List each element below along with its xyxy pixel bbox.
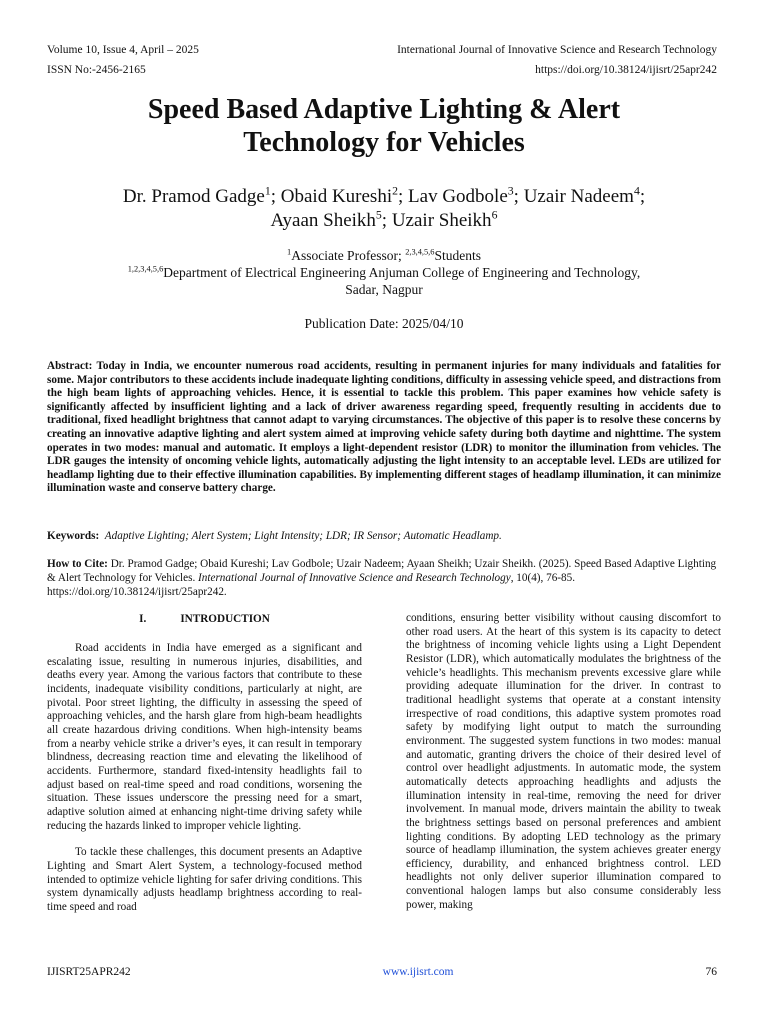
doi-link[interactable]: https://doi.org/10.38124/ijisrt/25apr242 xyxy=(535,64,717,76)
cite-journal: International Journal of Innovative Science and Research Technology xyxy=(198,572,511,584)
title-line-1: Speed Based Adaptive Lighting & Alert xyxy=(147,94,621,125)
volume-info: Volume 10, Issue 4, April – 2025 xyxy=(47,44,199,56)
author-5: Ayaan Sheikh xyxy=(270,210,376,231)
author-1: Dr. Pramod Gadge xyxy=(122,186,265,207)
page-footer xyxy=(47,966,717,978)
keywords-list: Adaptive Lighting; Alert System; Light Intensity; LDR; IR Sensor; Automatic Headlamp. xyxy=(104,530,502,542)
paper-title xyxy=(40,93,728,159)
dept-sup: 1,2,3,4,5,6 xyxy=(127,264,164,274)
left-column xyxy=(47,612,362,914)
author-6: Uzair Sheikh xyxy=(391,210,492,231)
author-6-sup: 6 xyxy=(491,208,498,222)
author-4: Uzair Nadeem xyxy=(523,186,634,207)
keywords-label: Keywords: xyxy=(47,530,100,542)
paragraph-2: To tackle these challenges, this document presents an Adaptive Lighting and Smart Alert System, a technology-focused method intended to optimize vehicle lighting for safer driving conditions. This system dynamically adjusts headlamp brightness according to real-time speed and road xyxy=(47,846,362,913)
abstract xyxy=(47,360,721,496)
role-students: Students xyxy=(434,248,481,263)
right-column xyxy=(406,612,721,912)
role-sup-1: 1 xyxy=(287,247,292,257)
keywords xyxy=(47,529,721,543)
section-heading xyxy=(47,612,362,626)
city-line: Sadar, Nagpur xyxy=(345,282,423,297)
paper-code: IJISRT25APR242 xyxy=(47,966,131,978)
section-number: I. xyxy=(139,613,147,625)
author-3: Lav Godbole xyxy=(408,186,508,207)
department-line xyxy=(40,264,728,281)
cite-tail: , 10(4), 76-85. https://doi.org/10.38124/ijisrt/25apr242. xyxy=(47,572,576,598)
journal-name: International Journal of Innovative Science and Research Technology xyxy=(397,44,717,56)
publication-date: Publication Date: 2025/04/10 xyxy=(304,316,464,331)
journal-website-link[interactable]: www.ijisrt.com xyxy=(382,966,454,978)
author-1-sup: 1 xyxy=(264,184,271,198)
cite-label: How to Cite: xyxy=(47,558,108,570)
authors-line-1: Dr. Pramod Gadge$^1$; Obaid Kureshi$^2$; Lav Godbole$^3$; Uzair Nadeem$^4$; xyxy=(122,184,646,207)
author-3-sup: 3 xyxy=(507,184,514,198)
abstract-text: Today in India, we encounter numerous road accidents, resulting in permanent injuries for many individuals and fatalities for some. Major contributors to these accidents include inadequate lighting conditions, difficulty in assessing vehicle speed, and distractions from the high beam lights of approaching vehicles. Hence, it is essential to tackle this problem. This paper examines how vehicle safety is significantly affected by insufficient lighting and a lack of driver awareness regarding speed, frequently resulting in accidents due to traditional, fixed headlight brightness that cannot adapt to varying circumstances. The objective of this paper is to resolve these concerns by creating an innovative adaptive lighting and alert system aimed at improving vehicle safety during both daytime and nighttime. The system operates in two modes: manual and automatic. It employs a light-dependent resistor (LDR) to monitor the illumination from vehicles. The LDR gauges the intensity of oncoming vehicle lights, automatically adjusting the light intensity to an acceptable level. LEDs are utilized for headlamp lighting due to their effective illumination capabilities. By implementing different stages of headlamp illumination, it can minimize illumination waste and conserve battery charge. xyxy=(47,360,721,495)
paragraph-1: Road accidents in India have emerged as a significant and escalating issue, resulting in numerous injuries, disabilities, and deaths every year. Among the various factors that contribute to these incidents, inadequate visibility conditions, particularly at night, are pivotal. Poor street lighting, the difficulty in assessing the speed of approaching vehicles, and the harsh glare from high-beam headlights all create hazardous driving conditions. When high-intensity beams from a nearby vehicle strike a driver’s eyes, it can result in temporary blindness, decreasing reaction time and elevating the likelihood of accidents. Furthermore, standard fixed-intensity headlights fail to adjust based on real-time speed and road conditions, worsening the situation. These issues underscore the pressing need for a smart, adaptive solution aimed at enhancing night-time driving safety while reducing the hazards linked to improper vehicle lighting. xyxy=(47,642,362,832)
authors-line-2: Ayaan Sheikh$^5$; Uzair Sheikh$^6$ xyxy=(270,208,498,231)
paragraph-2-continued: conditions, ensuring better visibility without causing discomfort to other road users. At the heart of this system is its capacity to detect the brightness of incoming vehicle lights using a Light Dependent Resistor (LDR), which automatically modulates the brightness of the vehicle’s headlights. This mechanism prevents excessive glare while providing adequate illumination for the driver. In contrast to traditional headlight systems that operate at a constant intensity irrespective of road conditions, this adaptive system promotes road safety by modifying light output to match the surrounding environment. The suggested system functions in two modes: manual and automatic, granting drivers the choice of their desired level of control over headlight adjustments. In automatic mode, the system automatically detects approaching headlights and adjusts the illumination intensity in real-time, removing the need for driver involvement. In manual mode, drivers maintain the ability to tweak the brightness settings based on personal preferences and ambient lighting conditions. By adopting LED technology as the primary source of headlamp illumination, the system achieves greater energy efficiency, durability, and enhanced brightness control. LED headlights not only deliver superior illumination compared to conventional halogen lamps but also consume considerably less power, making xyxy=(406,612,721,911)
title-line-2: Technology for Vehicles xyxy=(243,127,525,158)
running-header-top xyxy=(47,43,717,57)
department: Department of Electrical Engineering Anjuman College of Engineering and Technology, xyxy=(163,265,641,280)
role-professor: Associate Professor; xyxy=(291,248,406,263)
roles-line xyxy=(40,247,728,264)
author-5-sup: 5 xyxy=(375,208,382,222)
page-number: 76 xyxy=(705,966,717,978)
how-to-cite xyxy=(47,557,721,599)
author-2: Obaid Kureshi xyxy=(280,186,393,207)
abstract-label: Abstract: xyxy=(47,360,93,372)
issn: ISSN No:-2456-2165 xyxy=(47,64,146,76)
running-header-bottom xyxy=(47,63,717,77)
author-list xyxy=(40,185,728,233)
section-title: INTRODUCTION xyxy=(180,613,270,625)
affiliation xyxy=(40,247,728,298)
cite-text: Dr. Pramod Gadge; Obaid Kureshi; Lav Godbole; Uzair Nadeem; Ayaan Sheikh; Uzair Sheikh. (2025). Speed Based Adaptive Lighting & Alert Technology for Vehicles. xyxy=(47,558,717,584)
author-4-sup: 4 xyxy=(633,184,640,198)
author-2-sup: 2 xyxy=(392,184,398,198)
paragraph-gap xyxy=(47,833,362,846)
role-sup-2: 2,3,4,5,6 xyxy=(405,247,435,257)
